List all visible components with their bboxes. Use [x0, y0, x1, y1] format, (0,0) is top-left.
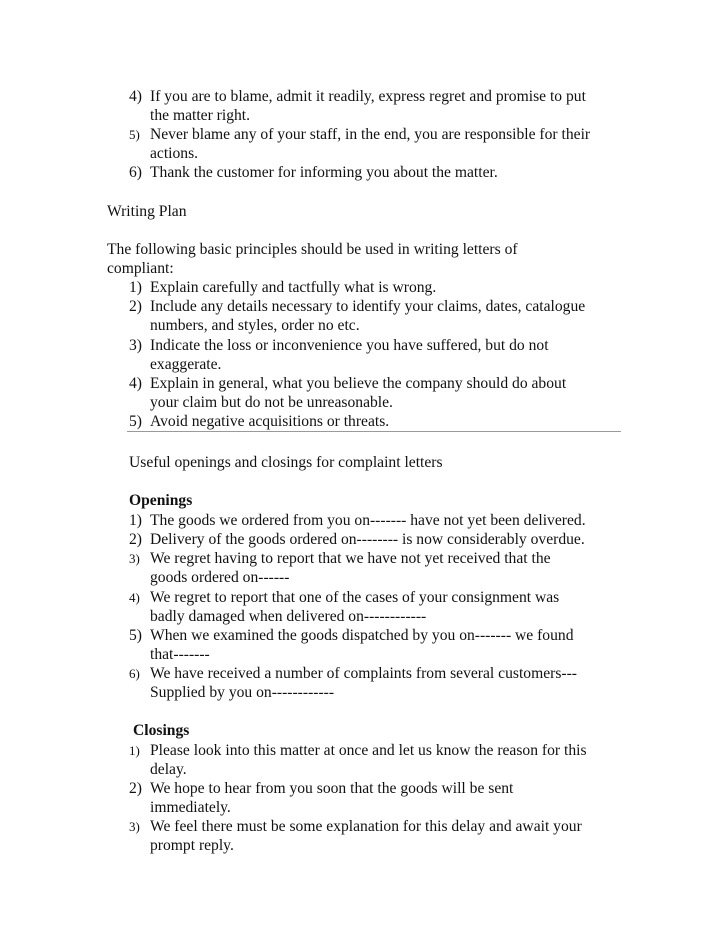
list-text: your claim but do not be unreasonable.	[150, 394, 393, 411]
list-text: Include any details necessary to identify your claims, dates, catalogue	[150, 298, 586, 315]
list-text: Delivery of the goods ordered on-------- is now considerably overdue.	[150, 531, 585, 548]
list-text: We regret having to report that we have not yet received that the	[150, 550, 551, 567]
list-number: 4)	[129, 590, 140, 605]
list-number: 6)	[129, 666, 140, 681]
list-number: 6)	[129, 164, 142, 181]
list-text: Explain carefully and tactfully what is wrong.	[150, 279, 437, 296]
paragraph-line: The following basic principles should be used in writing letters of	[107, 241, 518, 258]
list-text: Supplied by you on------------	[150, 684, 335, 701]
list-text: exaggerate.	[150, 356, 222, 373]
list-number: 5)	[129, 127, 140, 142]
horizontal-divider	[127, 431, 621, 432]
list-text: Indicate the loss or inconvenience you have suffered, but do not	[150, 337, 549, 354]
list-number: 3)	[129, 551, 140, 566]
list-text: prompt reply.	[150, 837, 234, 854]
list-number: 1)	[129, 279, 142, 296]
list-number: 3)	[129, 819, 140, 834]
list-text: We have received a number of complaints from several customers---	[150, 665, 577, 682]
list-text: numbers, and styles, order no etc.	[150, 317, 360, 334]
list-text: Thank the customer for informing you about the matter.	[150, 164, 498, 181]
list-text: that-------	[150, 646, 210, 663]
list-text: the matter right.	[150, 107, 251, 124]
list-text: We feel there must be some explanation for this delay and await your	[150, 818, 582, 835]
list-text: Please look into this matter at once and let us know the reason for this	[150, 742, 587, 759]
list-number: 5)	[129, 627, 142, 644]
list-text: Avoid negative acquisitions or threats.	[150, 413, 390, 430]
list-text: Never blame any of your staff, in the end, you are responsible for their	[150, 126, 591, 143]
paragraph-line: compliant:	[107, 260, 174, 277]
list-text: Explain in general, what you believe the company should do about	[150, 375, 567, 392]
list-number: 5)	[129, 413, 142, 430]
list-number: 1)	[129, 743, 140, 758]
list-number: 2)	[129, 531, 142, 548]
list-text: The goods we ordered from you on------- have not yet been delivered.	[150, 512, 586, 529]
list-text: When we examined the goods dispatched by you on------- we found	[150, 627, 574, 644]
list-number: 1)	[129, 512, 142, 529]
list-text: If you are to blame, admit it readily, express regret and promise to put	[150, 88, 586, 105]
list-number: 2)	[129, 780, 142, 797]
list-number: 3)	[129, 337, 142, 354]
list-text: immediately.	[150, 799, 231, 816]
list-text: actions.	[150, 145, 199, 162]
section-heading: Useful openings and closings for complaint letters	[129, 454, 443, 471]
list-text: delay.	[150, 761, 187, 778]
list-number: 2)	[129, 298, 142, 315]
list-number: 4)	[129, 375, 142, 392]
list-number: 4)	[129, 88, 142, 105]
list-text: goods ordered on------	[150, 569, 290, 586]
subsection-heading-closings: Closings	[133, 722, 190, 739]
subsection-heading-openings: Openings	[129, 492, 193, 509]
list-text: badly damaged when delivered on------------	[150, 608, 427, 625]
list-text: We regret to report that one of the cases of your consignment was	[150, 589, 560, 606]
list-text: We hope to hear from you soon that the goods will be sent	[150, 780, 514, 797]
section-heading: Writing Plan	[107, 203, 187, 220]
